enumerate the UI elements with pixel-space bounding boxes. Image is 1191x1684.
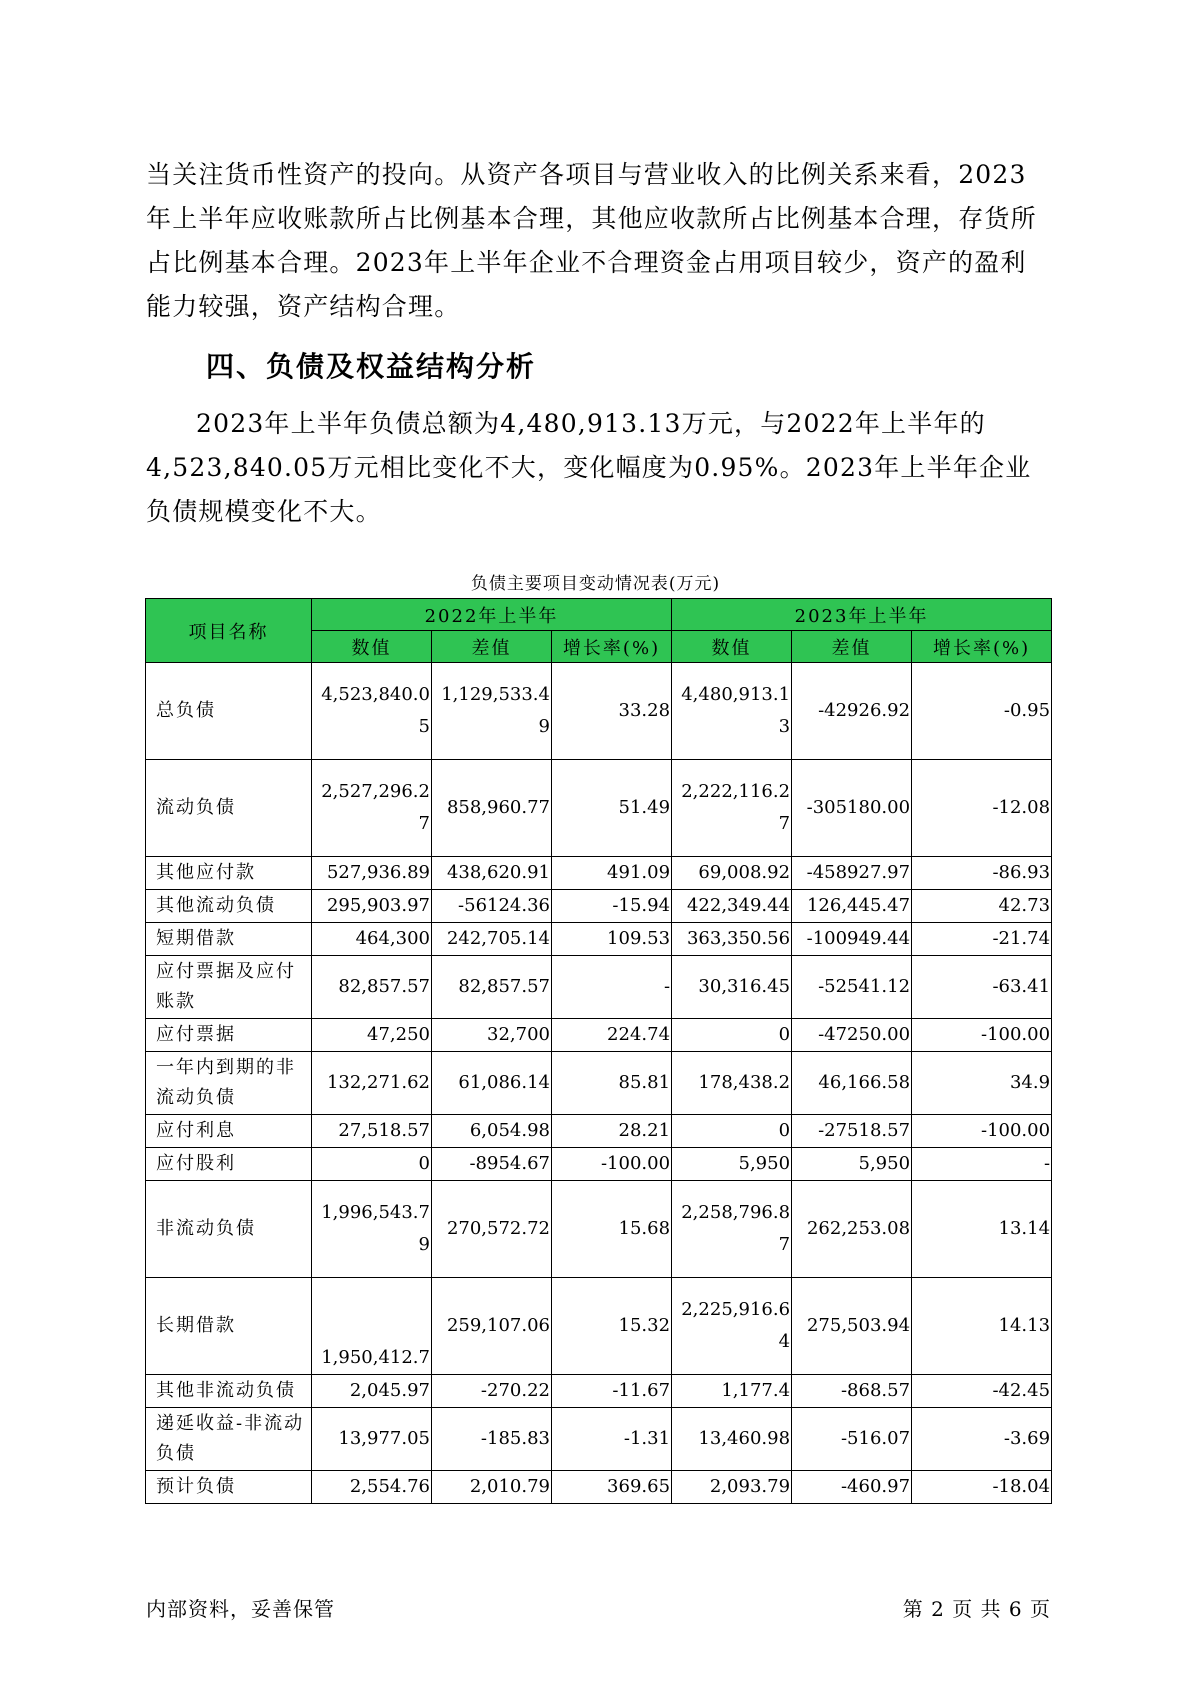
rate-2022-cell: 33.28 [552, 663, 672, 760]
value-2023-cell: 30,316.45 [672, 956, 792, 1019]
diff-2022-cell: 858,960.77 [432, 760, 552, 857]
table-row [146, 1115, 1052, 1148]
table-row [146, 1375, 1052, 1408]
rate-2022-cell: -100.00 [552, 1148, 672, 1181]
diff-2022-cell: -56124.36 [432, 890, 552, 923]
item-name-cell: 其他应付款 [146, 857, 312, 890]
table-row [146, 923, 1052, 956]
footer-confidential-note: 内部资料，妥善保管 [146, 1597, 335, 1621]
value-2022-cell: 132,271.62 [312, 1052, 432, 1115]
table-row [146, 1408, 1052, 1471]
diff-2022-cell: 82,857.57 [432, 956, 552, 1019]
diff-2022-cell: -270.22 [432, 1375, 552, 1408]
diff-2023-cell: -47250.00 [792, 1019, 912, 1052]
header-rate-2022: 增长率(%) [552, 631, 672, 663]
diff-2022-cell: 438,620.91 [432, 857, 552, 890]
item-name-cell: 应付票据 [146, 1019, 312, 1052]
diff-2022-cell: -8954.67 [432, 1148, 552, 1181]
item-name-cell: 应付利息 [146, 1115, 312, 1148]
rate-2023-cell: -12.08 [912, 760, 1052, 857]
header-period-2022: 2022年上半年 [312, 599, 672, 631]
item-name-cell: 总负债 [146, 663, 312, 760]
value-2023-cell: 363,350.56 [672, 923, 792, 956]
rate-2022-cell: -15.94 [552, 890, 672, 923]
value-2022-cell: 2,527,296.27 [312, 760, 432, 857]
value-2023-cell: 2,222,116.27 [672, 760, 792, 857]
diff-2023-cell: 275,503.94 [792, 1278, 912, 1375]
rate-2023-cell: -86.93 [912, 857, 1052, 890]
value-2022-cell: 13,977.05 [312, 1408, 432, 1471]
rate-2023-cell: 13.14 [912, 1181, 1052, 1278]
diff-2023-cell: -27518.57 [792, 1115, 912, 1148]
rate-2022-cell: 28.21 [552, 1115, 672, 1148]
table-row [146, 760, 1052, 857]
value-2022-cell: 295,903.97 [312, 890, 432, 923]
value-2023-cell: 2,258,796.87 [672, 1181, 792, 1278]
item-name-cell: 其他非流动负债 [146, 1375, 312, 1408]
table-row [146, 857, 1052, 890]
item-name-cell: 短期借款 [146, 923, 312, 956]
diff-2022-cell: 1,129,533.49 [432, 663, 552, 760]
value-2023-cell: 13,460.98 [672, 1408, 792, 1471]
value-2022-cell: 4,523,840.05 [312, 663, 432, 760]
value-2022-cell: 47,250 [312, 1019, 432, 1052]
header-item-name: 项目名称 [146, 599, 312, 663]
diff-2023-cell: -516.07 [792, 1408, 912, 1471]
table-row [146, 1278, 1052, 1375]
rate-2022-cell: - [552, 956, 672, 1019]
item-name-cell: 递延收益-非流动负债 [146, 1408, 312, 1471]
item-name-cell: 非流动负债 [146, 1181, 312, 1278]
value-2023-cell: 5,950 [672, 1148, 792, 1181]
rate-2023-cell: -63.41 [912, 956, 1052, 1019]
body-paragraph-2: 2023年上半年负债总额为4,480,913.13万元，与2022年上半年的4,523,840.05万元相比变化不大，变化幅度为0.95%。2023年上半年企业负债规模变化不大。 [146, 409, 1032, 526]
rate-2023-cell: -100.00 [912, 1115, 1052, 1148]
item-name-cell: 长期借款 [146, 1278, 312, 1375]
diff-2023-cell: -52541.12 [792, 956, 912, 1019]
item-name-cell: 其他流动负债 [146, 890, 312, 923]
table-row [146, 1019, 1052, 1052]
header-value-2023: 数值 [672, 631, 792, 663]
diff-2023-cell: -100949.44 [792, 923, 912, 956]
rate-2022-cell: 51.49 [552, 760, 672, 857]
rate-2022-cell: 224.74 [552, 1019, 672, 1052]
diff-2023-cell: -458927.97 [792, 857, 912, 890]
diff-2023-cell: -460.97 [792, 1471, 912, 1504]
header-period-2023: 2023年上半年 [672, 599, 1052, 631]
diff-2023-cell: 46,166.58 [792, 1052, 912, 1115]
section-heading: 四、负债及权益结构分析 [206, 350, 537, 383]
value-2023-cell: 0 [672, 1019, 792, 1052]
rate-2023-cell: 34.9 [912, 1052, 1052, 1115]
table-title: 负债主要项目变动情况表(万元) [470, 574, 721, 594]
diff-2023-cell: 126,445.47 [792, 890, 912, 923]
rate-2022-cell: 15.32 [552, 1278, 672, 1375]
table-row [146, 1052, 1052, 1115]
diff-2022-cell: 242,705.14 [432, 923, 552, 956]
liabilities-table [145, 598, 1052, 1504]
item-name-cell: 预计负债 [146, 1471, 312, 1504]
diff-2022-cell: 259,107.06 [432, 1278, 552, 1375]
rate-2022-cell: 85.81 [552, 1052, 672, 1115]
value-2022-cell: 464,300 [312, 923, 432, 956]
rate-2023-cell: -18.04 [912, 1471, 1052, 1504]
rate-2022-cell: 369.65 [552, 1471, 672, 1504]
rate-2023-cell: -3.69 [912, 1408, 1052, 1471]
rate-2023-cell: -21.74 [912, 923, 1052, 956]
diff-2023-cell: -868.57 [792, 1375, 912, 1408]
value-2022-cell: 1,950,412.7 [312, 1278, 432, 1375]
value-2023-cell: 4,480,913.13 [672, 663, 792, 760]
value-2022-cell: 2,045.97 [312, 1375, 432, 1408]
rate-2022-cell: 15.68 [552, 1181, 672, 1278]
table-row [146, 663, 1052, 760]
value-2022-cell: 1,996,543.79 [312, 1181, 432, 1278]
table-row [146, 890, 1052, 923]
header-value-2022: 数值 [312, 631, 432, 663]
table-row [146, 1148, 1052, 1181]
value-2023-cell: 2,225,916.64 [672, 1278, 792, 1375]
rate-2023-cell: -42.45 [912, 1375, 1052, 1408]
diff-2023-cell: -42926.92 [792, 663, 912, 760]
header-diff-2023: 差值 [792, 631, 912, 663]
value-2022-cell: 27,518.57 [312, 1115, 432, 1148]
diff-2023-cell: -305180.00 [792, 760, 912, 857]
value-2023-cell: 178,438.2 [672, 1052, 792, 1115]
rate-2023-cell: -100.00 [912, 1019, 1052, 1052]
item-name-cell: 应付票据及应付账款 [146, 956, 312, 1019]
rate-2022-cell: -11.67 [552, 1375, 672, 1408]
table-row [146, 1471, 1052, 1504]
value-2023-cell: 1,177.4 [672, 1375, 792, 1408]
diff-2022-cell: 32,700 [432, 1019, 552, 1052]
rate-2023-cell: -0.95 [912, 663, 1052, 760]
rate-2022-cell: -1.31 [552, 1408, 672, 1471]
rate-2023-cell: - [912, 1148, 1052, 1181]
value-2022-cell: 2,554.76 [312, 1471, 432, 1504]
table-body [146, 663, 1052, 1504]
value-2022-cell: 82,857.57 [312, 956, 432, 1019]
rate-2023-cell: 14.13 [912, 1278, 1052, 1375]
value-2023-cell: 2,093.79 [672, 1471, 792, 1504]
footer-page-number: 第 2 页 共 6 页 [902, 1597, 1051, 1621]
value-2023-cell: 69,008.92 [672, 857, 792, 890]
diff-2022-cell: 270,572.72 [432, 1181, 552, 1278]
diff-2023-cell: 5,950 [792, 1148, 912, 1181]
value-2023-cell: 422,349.44 [672, 890, 792, 923]
rate-2022-cell: 109.53 [552, 923, 672, 956]
rate-2022-cell: 491.09 [552, 857, 672, 890]
header-rate-2023: 增长率(%) [912, 631, 1052, 663]
value-2023-cell: 0 [672, 1115, 792, 1148]
diff-2022-cell: 2,010.79 [432, 1471, 552, 1504]
value-2022-cell: 527,936.89 [312, 857, 432, 890]
value-2022-cell: 0 [312, 1148, 432, 1181]
header-diff-2022: 差值 [432, 631, 552, 663]
table-row [146, 956, 1052, 1019]
table-row [146, 1181, 1052, 1278]
item-name-cell: 流动负债 [146, 760, 312, 857]
diff-2022-cell: 61,086.14 [432, 1052, 552, 1115]
rate-2023-cell: 42.73 [912, 890, 1052, 923]
item-name-cell: 一年内到期的非流动负债 [146, 1052, 312, 1115]
diff-2022-cell: -185.83 [432, 1408, 552, 1471]
diff-2023-cell: 262,253.08 [792, 1181, 912, 1278]
diff-2022-cell: 6,054.98 [432, 1115, 552, 1148]
body-paragraph-1: 当关注货币性资产的投向。从资产各项目与营业收入的比例关系来看，2023年上半年应收账款所占比例基本合理，其他应收款所占比例基本合理，存货所占比例基本合理。2023年上半年企业不合理资金占用项目较少，资产的盈利能力较强，资产结构合理。 [146, 160, 1037, 321]
item-name-cell: 应付股利 [146, 1148, 312, 1181]
